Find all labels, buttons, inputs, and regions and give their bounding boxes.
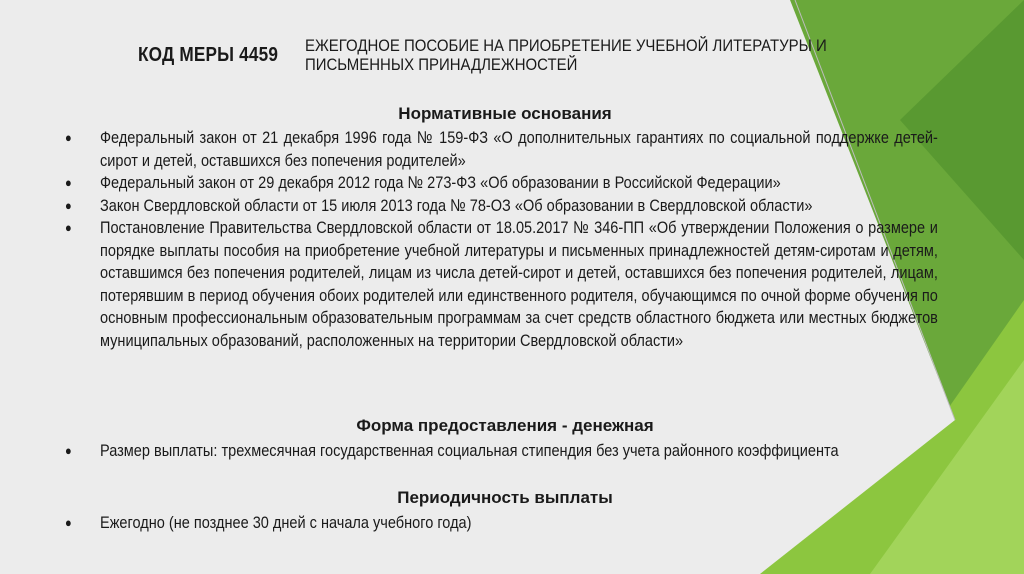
list-item: [64, 127, 938, 172]
list-item-text: Федеральный закон от 29 декабря 2012 года № 273-ФЗ «Об образовании в Российской Федерации»: [100, 173, 781, 192]
section-heading-form: Форма предоставления - денежная: [356, 416, 654, 435]
bullet-icon: ●: [64, 197, 72, 213]
list-item: [64, 217, 938, 352]
list-item-text: Закон Свердловской области от 15 июля 2013 года № 78-ОЗ «Об образовании в Свердловской области»: [100, 195, 813, 215]
measure-code: КОД МЕРЫ 4459: [138, 44, 279, 66]
bullet-icon: ●: [64, 515, 72, 530]
bullet-icon: ●: [64, 175, 72, 190]
section-heading-legal-basis: Нормативные основания: [398, 104, 612, 123]
measure-title: ЕЖЕГОДНОЕ ПОСОБИЕ НА ПРИОБРЕТЕНИЕ УЧЕБНОЙ ЛИТЕРАТУРЫ И ПИСЬМЕННЫХ ПРИНАДЛЕЖНОСТЕЙ: [305, 36, 827, 74]
bullet-icon: ●: [64, 220, 72, 235]
list-item-text: Ежегодно (не позднее 30 дней с начала учебного года): [100, 513, 472, 532]
frequency-list: [64, 512, 938, 535]
list-item: [64, 512, 938, 535]
bullet-icon: ●: [64, 130, 72, 145]
list-item: [64, 440, 938, 463]
list-item: [64, 195, 938, 218]
legal-basis-list: [64, 127, 938, 352]
form-list: [64, 440, 938, 463]
section-heading-frequency: Периодичность выплаты: [397, 488, 613, 507]
bullet-icon: ●: [64, 443, 72, 458]
list-item-text: Федеральный закон от 21 декабря 1996 года № 159-ФЗ «О дополнительных гарантиях по социальной поддержке детей-сирот и детей, оставшихся без попечения родителей»: [100, 128, 938, 170]
list-item: [64, 172, 938, 195]
list-item-text: Постановление Правительства Свердловской области от 18.05.2017 № 346-ПП «Об утверждении Положения о размере и порядке выплаты пособия на приобретение учебной литературы и письменных принадлежностей детям-сиротам и детям, оставшимся без попечения родителей, лицам из числа детей-сирот и детей, оставшихся без попечения родителей, лицам, потерявшим в период обучения обоих родителей или единственного родителя, обучающимся по очной форме обучения по основным профессиональным образовательным программам за счет средств областного бюджета или местных бюджетов муниципальных образований, расположенных на территории Свердловской области»: [100, 218, 938, 350]
list-item-text: Размер выплаты: трехмесячная государственная социальная стипендия без учета районного коэффициента: [100, 441, 839, 460]
